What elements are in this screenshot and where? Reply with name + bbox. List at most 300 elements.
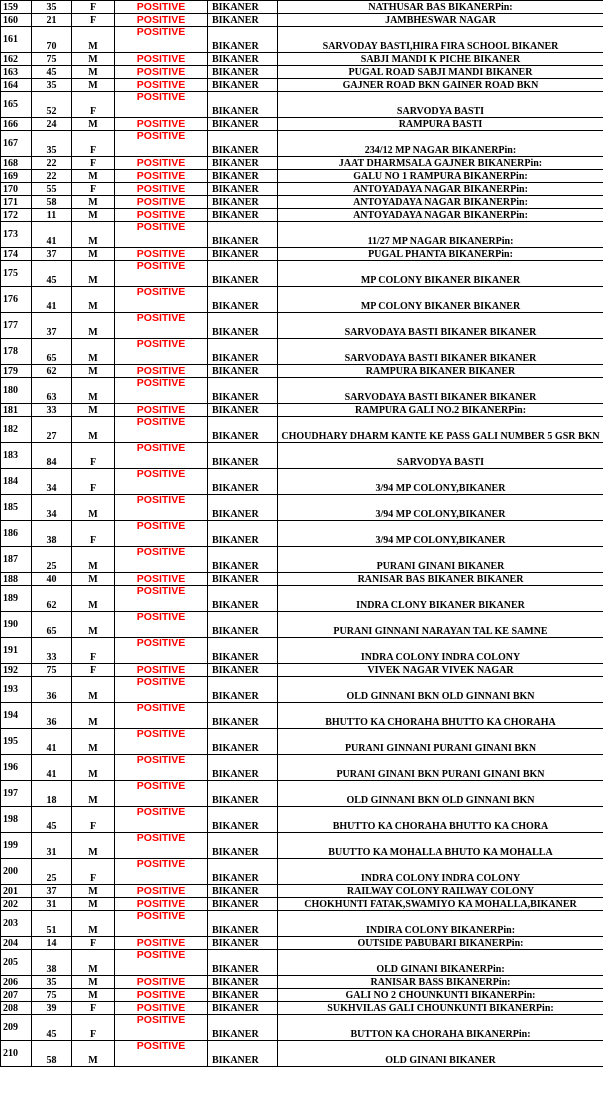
gender-cell: M — [72, 729, 115, 755]
age-cell: 31 — [32, 898, 72, 911]
table-row — [1, 950, 603, 976]
result-cell: POSITIVE — [115, 443, 208, 469]
gender-cell: M — [72, 911, 115, 937]
result-cell: POSITIVE — [115, 79, 208, 92]
result-cell: POSITIVE — [115, 495, 208, 521]
gender-cell: M — [72, 833, 115, 859]
address-cell: PUGAL PHANTA BIKANERPin: — [278, 248, 603, 261]
address-cell: MP COLONY BIKANER BIKANER — [278, 261, 603, 287]
result-cell: POSITIVE — [115, 976, 208, 989]
serial-number-cell: 207 — [1, 989, 32, 1002]
address-cell: 11/27 MP NAGAR BIKANERPin: — [278, 222, 603, 248]
address-cell: PURANI GINNANI NARAYAN TAL KE SAMNE — [278, 612, 603, 638]
district-cell: BIKANER — [208, 183, 278, 196]
gender-cell: M — [72, 222, 115, 248]
age-cell: 34 — [32, 469, 72, 495]
serial-number-cell: 159 — [1, 1, 32, 14]
district-cell: BIKANER — [208, 859, 278, 885]
result-cell: POSITIVE — [115, 92, 208, 118]
result-cell: POSITIVE — [115, 612, 208, 638]
gender-cell: M — [72, 170, 115, 183]
district-cell: BIKANER — [208, 53, 278, 66]
table-row — [1, 378, 603, 404]
age-cell: 62 — [32, 586, 72, 612]
gender-cell: M — [72, 950, 115, 976]
serial-number-cell: 181 — [1, 404, 32, 417]
age-cell: 22 — [32, 157, 72, 170]
result-cell: POSITIVE — [115, 261, 208, 287]
address-cell: SARVODYA BASTI — [278, 92, 603, 118]
table-row — [1, 729, 603, 755]
age-cell: 21 — [32, 14, 72, 27]
serial-number-cell: 205 — [1, 950, 32, 976]
table-row — [1, 937, 603, 950]
district-cell: BIKANER — [208, 885, 278, 898]
serial-number-cell: 163 — [1, 66, 32, 79]
serial-number-cell: 178 — [1, 339, 32, 365]
address-cell: RAMPURA BASTI — [278, 118, 603, 131]
serial-number-cell: 191 — [1, 638, 32, 664]
serial-number-cell: 206 — [1, 976, 32, 989]
gender-cell: F — [72, 638, 115, 664]
serial-number-cell: 177 — [1, 313, 32, 339]
result-cell: POSITIVE — [115, 1015, 208, 1041]
serial-number-cell: 185 — [1, 495, 32, 521]
age-cell: 38 — [32, 521, 72, 547]
gender-cell: F — [72, 183, 115, 196]
address-cell: OUTSIDE PABUBARI BIKANERPin: — [278, 937, 603, 950]
district-cell: BIKANER — [208, 976, 278, 989]
table-row — [1, 248, 603, 261]
address-cell: OLD GINANI BIKANERPin: — [278, 950, 603, 976]
age-cell: 45 — [32, 1015, 72, 1041]
address-cell: RANISAR BAS BIKANER BIKANER — [278, 573, 603, 586]
age-cell: 35 — [32, 976, 72, 989]
age-cell: 45 — [32, 66, 72, 79]
serial-number-cell: 189 — [1, 586, 32, 612]
age-cell: 55 — [32, 183, 72, 196]
address-cell: SARVODAY BASTI,HIRA FIRA SCHOOL BIKANER — [278, 27, 603, 53]
result-cell: POSITIVE — [115, 196, 208, 209]
address-cell: GAJNER ROAD BKN GAINER ROAD BKN — [278, 79, 603, 92]
result-cell: POSITIVE — [115, 573, 208, 586]
district-cell: BIKANER — [208, 781, 278, 807]
gender-cell: F — [72, 807, 115, 833]
district-cell: BIKANER — [208, 911, 278, 937]
table-row — [1, 365, 603, 378]
table-row — [1, 170, 603, 183]
address-cell: INDRA COLONY INDRA COLONY — [278, 638, 603, 664]
table-row — [1, 781, 603, 807]
gender-cell: M — [72, 79, 115, 92]
age-cell: 27 — [32, 417, 72, 443]
result-cell: POSITIVE — [115, 313, 208, 339]
address-cell: BUTTON KA CHORAHA BIKANERPin: — [278, 1015, 603, 1041]
result-cell: POSITIVE — [115, 157, 208, 170]
table-row — [1, 677, 603, 703]
result-cell: POSITIVE — [115, 911, 208, 937]
district-cell: BIKANER — [208, 807, 278, 833]
address-cell: CHOKHUNTI FATAK,SWAMIYO KA MOHALLA,BIKANER — [278, 898, 603, 911]
result-cell: POSITIVE — [115, 521, 208, 547]
age-cell: 51 — [32, 911, 72, 937]
district-cell: BIKANER — [208, 14, 278, 27]
address-cell: VIVEK NAGAR VIVEK NAGAR — [278, 664, 603, 677]
gender-cell: M — [72, 976, 115, 989]
district-cell: BIKANER — [208, 378, 278, 404]
district-cell: BIKANER — [208, 404, 278, 417]
table-row — [1, 14, 603, 27]
table-row — [1, 885, 603, 898]
result-cell: POSITIVE — [115, 183, 208, 196]
result-cell: POSITIVE — [115, 118, 208, 131]
gender-cell: F — [72, 1002, 115, 1015]
serial-number-cell: 182 — [1, 417, 32, 443]
gender-cell: M — [72, 677, 115, 703]
table-row — [1, 521, 603, 547]
address-cell: INDRA COLONY INDRA COLONY — [278, 859, 603, 885]
table-row — [1, 287, 603, 313]
district-cell: BIKANER — [208, 664, 278, 677]
result-cell: POSITIVE — [115, 755, 208, 781]
gender-cell: M — [72, 118, 115, 131]
address-cell: BUUTTO KA MOHALLA BHUTO KA MOHALLA — [278, 833, 603, 859]
result-cell: POSITIVE — [115, 885, 208, 898]
table-row — [1, 911, 603, 937]
table-row — [1, 404, 603, 417]
age-cell: 18 — [32, 781, 72, 807]
serial-number-cell: 201 — [1, 885, 32, 898]
result-cell: POSITIVE — [115, 898, 208, 911]
result-cell: POSITIVE — [115, 469, 208, 495]
table-row — [1, 131, 603, 157]
result-cell: POSITIVE — [115, 703, 208, 729]
serial-number-cell: 164 — [1, 79, 32, 92]
age-cell: 25 — [32, 547, 72, 573]
district-cell: BIKANER — [208, 1, 278, 14]
table-row — [1, 222, 603, 248]
table-row — [1, 196, 603, 209]
district-cell: BIKANER — [208, 937, 278, 950]
result-cell: POSITIVE — [115, 664, 208, 677]
age-cell: 65 — [32, 339, 72, 365]
table-row — [1, 664, 603, 677]
district-cell: BIKANER — [208, 79, 278, 92]
age-cell: 35 — [32, 131, 72, 157]
result-cell: POSITIVE — [115, 417, 208, 443]
address-cell: PURANI GINANI BIKANER — [278, 547, 603, 573]
age-cell: 37 — [32, 313, 72, 339]
address-cell: OLD GINNANI BKN OLD GINNANI BKN — [278, 677, 603, 703]
result-cell: POSITIVE — [115, 859, 208, 885]
address-cell: RAMPURA BIKANER BIKANER — [278, 365, 603, 378]
result-cell: POSITIVE — [115, 66, 208, 79]
serial-number-cell: 200 — [1, 859, 32, 885]
serial-number-cell: 193 — [1, 677, 32, 703]
serial-number-cell: 209 — [1, 1015, 32, 1041]
district-cell: BIKANER — [208, 196, 278, 209]
district-cell: BIKANER — [208, 417, 278, 443]
result-cell: POSITIVE — [115, 807, 208, 833]
address-cell: SABJI MANDI K PICHE BIKANER — [278, 53, 603, 66]
address-cell: SARVODAYA BASTI BIKANER BIKANER — [278, 339, 603, 365]
age-cell: 35 — [32, 1, 72, 14]
result-cell: POSITIVE — [115, 170, 208, 183]
address-cell: NATHUSAR BAS BIKANERPin: — [278, 1, 603, 14]
address-cell: PURANI GINNANI PURANI GINANI BKN — [278, 729, 603, 755]
table-row — [1, 755, 603, 781]
serial-number-cell: 195 — [1, 729, 32, 755]
table-row — [1, 209, 603, 222]
gender-cell: M — [72, 612, 115, 638]
address-cell: OLD GINNANI BKN OLD GINNANI BKN — [278, 781, 603, 807]
table-row — [1, 339, 603, 365]
address-cell: RAMPURA GALI NO.2 BIKANERPin: — [278, 404, 603, 417]
address-cell: SUKHVILAS GALI CHOUNKUNTI BIKANERPin: — [278, 1002, 603, 1015]
gender-cell: M — [72, 898, 115, 911]
serial-number-cell: 167 — [1, 131, 32, 157]
district-cell: BIKANER — [208, 573, 278, 586]
address-cell: BHUTTO KA CHORAHA BHUTTO KA CHORAHA — [278, 703, 603, 729]
result-cell: POSITIVE — [115, 586, 208, 612]
gender-cell: F — [72, 443, 115, 469]
address-cell: RANISAR BASS BIKANERPin: — [278, 976, 603, 989]
age-cell: 33 — [32, 638, 72, 664]
serial-number-cell: 199 — [1, 833, 32, 859]
serial-number-cell: 176 — [1, 287, 32, 313]
district-cell: BIKANER — [208, 833, 278, 859]
serial-number-cell: 210 — [1, 1041, 32, 1067]
age-cell: 41 — [32, 222, 72, 248]
district-cell: BIKANER — [208, 950, 278, 976]
age-cell: 31 — [32, 833, 72, 859]
age-cell: 45 — [32, 261, 72, 287]
address-cell: 234/12 MP NAGAR BIKANERPin: — [278, 131, 603, 157]
gender-cell: F — [72, 131, 115, 157]
gender-cell: F — [72, 1015, 115, 1041]
district-cell: BIKANER — [208, 27, 278, 53]
result-cell: POSITIVE — [115, 937, 208, 950]
gender-cell: M — [72, 417, 115, 443]
age-cell: 41 — [32, 755, 72, 781]
serial-number-cell: 204 — [1, 937, 32, 950]
gender-cell: M — [72, 313, 115, 339]
result-cell: POSITIVE — [115, 833, 208, 859]
address-cell: SARVODYA BASTI — [278, 443, 603, 469]
serial-number-cell: 208 — [1, 1002, 32, 1015]
age-cell: 36 — [32, 677, 72, 703]
result-cell: POSITIVE — [115, 339, 208, 365]
table-row — [1, 183, 603, 196]
gender-cell: M — [72, 586, 115, 612]
table-row — [1, 1002, 603, 1015]
district-cell: BIKANER — [208, 729, 278, 755]
serial-number-cell: 174 — [1, 248, 32, 261]
serial-number-cell: 170 — [1, 183, 32, 196]
result-cell: POSITIVE — [115, 14, 208, 27]
age-cell: 41 — [32, 287, 72, 313]
gender-cell: M — [72, 547, 115, 573]
table-row — [1, 66, 603, 79]
age-cell: 36 — [32, 703, 72, 729]
age-cell: 11 — [32, 209, 72, 222]
gender-cell: M — [72, 1041, 115, 1067]
gender-cell: M — [72, 378, 115, 404]
result-cell: POSITIVE — [115, 1, 208, 14]
age-cell: 41 — [32, 729, 72, 755]
result-cell: POSITIVE — [115, 131, 208, 157]
district-cell: BIKANER — [208, 638, 278, 664]
table-row — [1, 833, 603, 859]
address-cell: GALI NO 2 CHOUNKUNTI BIKANERPin: — [278, 989, 603, 1002]
district-cell: BIKANER — [208, 118, 278, 131]
gender-cell: M — [72, 365, 115, 378]
age-cell: 70 — [32, 27, 72, 53]
serial-number-cell: 161 — [1, 27, 32, 53]
district-cell: BIKANER — [208, 898, 278, 911]
serial-number-cell: 186 — [1, 521, 32, 547]
gender-cell: F — [72, 859, 115, 885]
district-cell: BIKANER — [208, 547, 278, 573]
result-cell: POSITIVE — [115, 677, 208, 703]
table-row — [1, 495, 603, 521]
gender-cell: M — [72, 209, 115, 222]
district-cell: BIKANER — [208, 1002, 278, 1015]
address-cell: INDIRA COLONY BIKANERPin: — [278, 911, 603, 937]
age-cell: 45 — [32, 807, 72, 833]
gender-cell: F — [72, 469, 115, 495]
address-cell: ANTOYADAYA NAGAR BIKANERPin: — [278, 209, 603, 222]
table-row — [1, 118, 603, 131]
patient-table-body — [1, 1, 603, 1067]
result-cell: POSITIVE — [115, 729, 208, 755]
table-row — [1, 859, 603, 885]
result-cell: POSITIVE — [115, 989, 208, 1002]
gender-cell: F — [72, 521, 115, 547]
age-cell: 58 — [32, 196, 72, 209]
gender-cell: M — [72, 287, 115, 313]
district-cell: BIKANER — [208, 586, 278, 612]
result-cell: POSITIVE — [115, 378, 208, 404]
gender-cell: F — [72, 664, 115, 677]
district-cell: BIKANER — [208, 170, 278, 183]
gender-cell: M — [72, 339, 115, 365]
age-cell: 63 — [32, 378, 72, 404]
result-cell: POSITIVE — [115, 781, 208, 807]
district-cell: BIKANER — [208, 703, 278, 729]
table-row — [1, 1015, 603, 1041]
district-cell: BIKANER — [208, 365, 278, 378]
age-cell: 75 — [32, 664, 72, 677]
age-cell: 75 — [32, 989, 72, 1002]
serial-number-cell: 179 — [1, 365, 32, 378]
address-cell: SARVODAYA BASTI BIKANER BIKANER — [278, 378, 603, 404]
gender-cell: F — [72, 157, 115, 170]
age-cell: 33 — [32, 404, 72, 417]
serial-number-cell: 192 — [1, 664, 32, 677]
district-cell: BIKANER — [208, 755, 278, 781]
serial-number-cell: 183 — [1, 443, 32, 469]
gender-cell: M — [72, 781, 115, 807]
result-cell: POSITIVE — [115, 27, 208, 53]
district-cell: BIKANER — [208, 495, 278, 521]
district-cell: BIKANER — [208, 66, 278, 79]
gender-cell: M — [72, 248, 115, 261]
district-cell: BIKANER — [208, 131, 278, 157]
serial-number-cell: 203 — [1, 911, 32, 937]
age-cell: 25 — [32, 859, 72, 885]
address-cell: GALU NO 1 RAMPURA BIKANERPin: — [278, 170, 603, 183]
table-row — [1, 469, 603, 495]
age-cell: 62 — [32, 365, 72, 378]
gender-cell: M — [72, 885, 115, 898]
address-cell: JAAT DHARMSALA GAJNER BIKANERPin: — [278, 157, 603, 170]
result-cell: POSITIVE — [115, 1002, 208, 1015]
address-cell: CHOUDHARY DHARM KANTE KE PASS GALI NUMBER 5 GSR BKN — [278, 417, 603, 443]
district-cell: BIKANER — [208, 443, 278, 469]
age-cell: 40 — [32, 573, 72, 586]
result-cell: POSITIVE — [115, 950, 208, 976]
table-row — [1, 1, 603, 14]
serial-number-cell: 173 — [1, 222, 32, 248]
table-row — [1, 27, 603, 53]
gender-cell: F — [72, 1, 115, 14]
address-cell: 3/94 MP COLONY,BIKANER — [278, 495, 603, 521]
serial-number-cell: 162 — [1, 53, 32, 66]
serial-number-cell: 166 — [1, 118, 32, 131]
age-cell: 22 — [32, 170, 72, 183]
serial-number-cell: 198 — [1, 807, 32, 833]
serial-number-cell: 190 — [1, 612, 32, 638]
serial-number-cell: 188 — [1, 573, 32, 586]
age-cell: 37 — [32, 885, 72, 898]
address-cell: INDRA CLONY BIKANER BIKANER — [278, 586, 603, 612]
table-row — [1, 807, 603, 833]
address-cell: ANTOYADAYA NAGAR BIKANERPin: — [278, 196, 603, 209]
serial-number-cell: 187 — [1, 547, 32, 573]
district-cell: BIKANER — [208, 92, 278, 118]
table-row — [1, 417, 603, 443]
result-cell: POSITIVE — [115, 287, 208, 313]
result-cell: POSITIVE — [115, 53, 208, 66]
gender-cell: F — [72, 937, 115, 950]
table-row — [1, 1041, 603, 1067]
district-cell: BIKANER — [208, 222, 278, 248]
district-cell: BIKANER — [208, 261, 278, 287]
district-cell: BIKANER — [208, 1041, 278, 1067]
address-cell: JAMBHESWAR NAGAR — [278, 14, 603, 27]
age-cell: 35 — [32, 79, 72, 92]
age-cell: 34 — [32, 495, 72, 521]
address-cell: PURANI GINANI BKN PURANI GINANI BKN — [278, 755, 603, 781]
district-cell: BIKANER — [208, 157, 278, 170]
serial-number-cell: 165 — [1, 92, 32, 118]
table-row — [1, 157, 603, 170]
address-cell: ANTOYADAYA NAGAR BIKANERPin: — [278, 183, 603, 196]
serial-number-cell: 194 — [1, 703, 32, 729]
district-cell: BIKANER — [208, 287, 278, 313]
age-cell: 58 — [32, 1041, 72, 1067]
district-cell: BIKANER — [208, 469, 278, 495]
gender-cell: M — [72, 66, 115, 79]
table-row — [1, 443, 603, 469]
result-cell: POSITIVE — [115, 404, 208, 417]
table-row — [1, 547, 603, 573]
age-cell: 38 — [32, 950, 72, 976]
gender-cell: M — [72, 404, 115, 417]
district-cell: BIKANER — [208, 1015, 278, 1041]
gender-cell: M — [72, 196, 115, 209]
